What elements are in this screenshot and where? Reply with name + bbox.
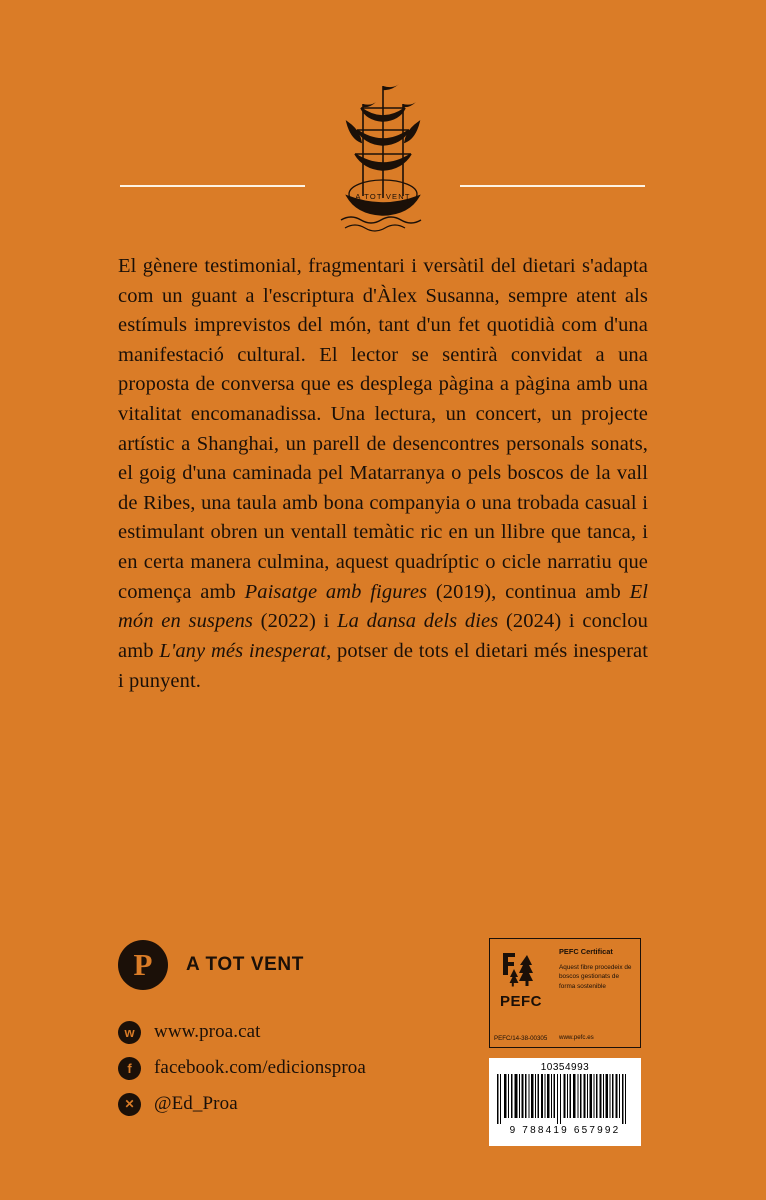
rule-left <box>120 185 305 187</box>
x-twitter-icon: ✕ <box>118 1093 141 1116</box>
list-item[interactable] <box>118 1092 458 1116</box>
pefc-certification-box <box>489 938 641 1048</box>
web-icon: w <box>118 1021 141 1044</box>
list-item[interactable] <box>118 1056 458 1080</box>
list-item[interactable] <box>118 1020 458 1044</box>
pefc-title: PEFC Certificat <box>559 947 613 956</box>
barcode-block <box>489 1058 641 1146</box>
proa-logo: P <box>118 940 168 990</box>
pefc-url: www.pefc.es <box>559 1034 594 1041</box>
collection-name: A TOT VENT <box>186 954 304 975</box>
pefc-trees-icon <box>499 947 543 991</box>
emblem-area <box>0 78 766 248</box>
x-handle[interactable]: @Ed_Proa <box>154 1093 238 1114</box>
pefc-wordmark: PEFC <box>499 993 542 1010</box>
social-links <box>118 1020 458 1128</box>
pefc-code: PEFC/14-38-00305 <box>494 1035 548 1042</box>
website-url[interactable]: www.proa.cat <box>154 1021 261 1042</box>
barcode-digits: 9 788419 657992 <box>509 1125 621 1136</box>
barcode-top-number: 10354993 <box>540 1062 590 1073</box>
barcode-bars <box>495 1074 635 1124</box>
pefc-description: Aquest fibre procedeix de boscos gestionats de forma sostenible <box>559 964 632 990</box>
facebook-url[interactable]: facebook.com/edicionsproa <box>154 1057 366 1078</box>
pefc-mark-area <box>490 939 552 1047</box>
sailing-ship-woodcut-icon <box>323 78 443 238</box>
imprint-block <box>118 940 304 990</box>
pefc-text-area <box>552 939 640 1047</box>
rule-right <box>460 185 645 187</box>
svg-text:A TOT VENT: A TOT VENT <box>355 192 411 201</box>
back-cover-blurb: El gènere testimonial, fragmentari i versàtil del dietari s'adapta com un guant a l'escriptura d'Àlex Susanna, sempre atent als estímuls imprevistos del món, tant d'un fet quotidià com d'una manifestació cultural. El lector se sentirà convidat a una proposta de conversa que es desplega pàgina a pàgina amb una vitalitat encomanadissa. Una lectura, un concert, un projecte artístic a Shanghai, un parell de desencontres personals sonats, el goig d'una caminada pel Matarranya o pels boscos de la vall de Ribes, una taula amb bona companyia o una trobada casual i estimulant obren un ventall temàtic ric en un llibre que tanca, i en certa manera culmina, aquest quadríptic o cicle narratiu que comença amb Paisatge amb figures (2019), continua amb El món en suspens (2022) i La dansa dels dies (2024) i conclou amb L'any més inesperat, potser de tots el dietari més inesperat i punyent. <box>118 255 648 692</box>
facebook-icon: f <box>118 1057 141 1080</box>
